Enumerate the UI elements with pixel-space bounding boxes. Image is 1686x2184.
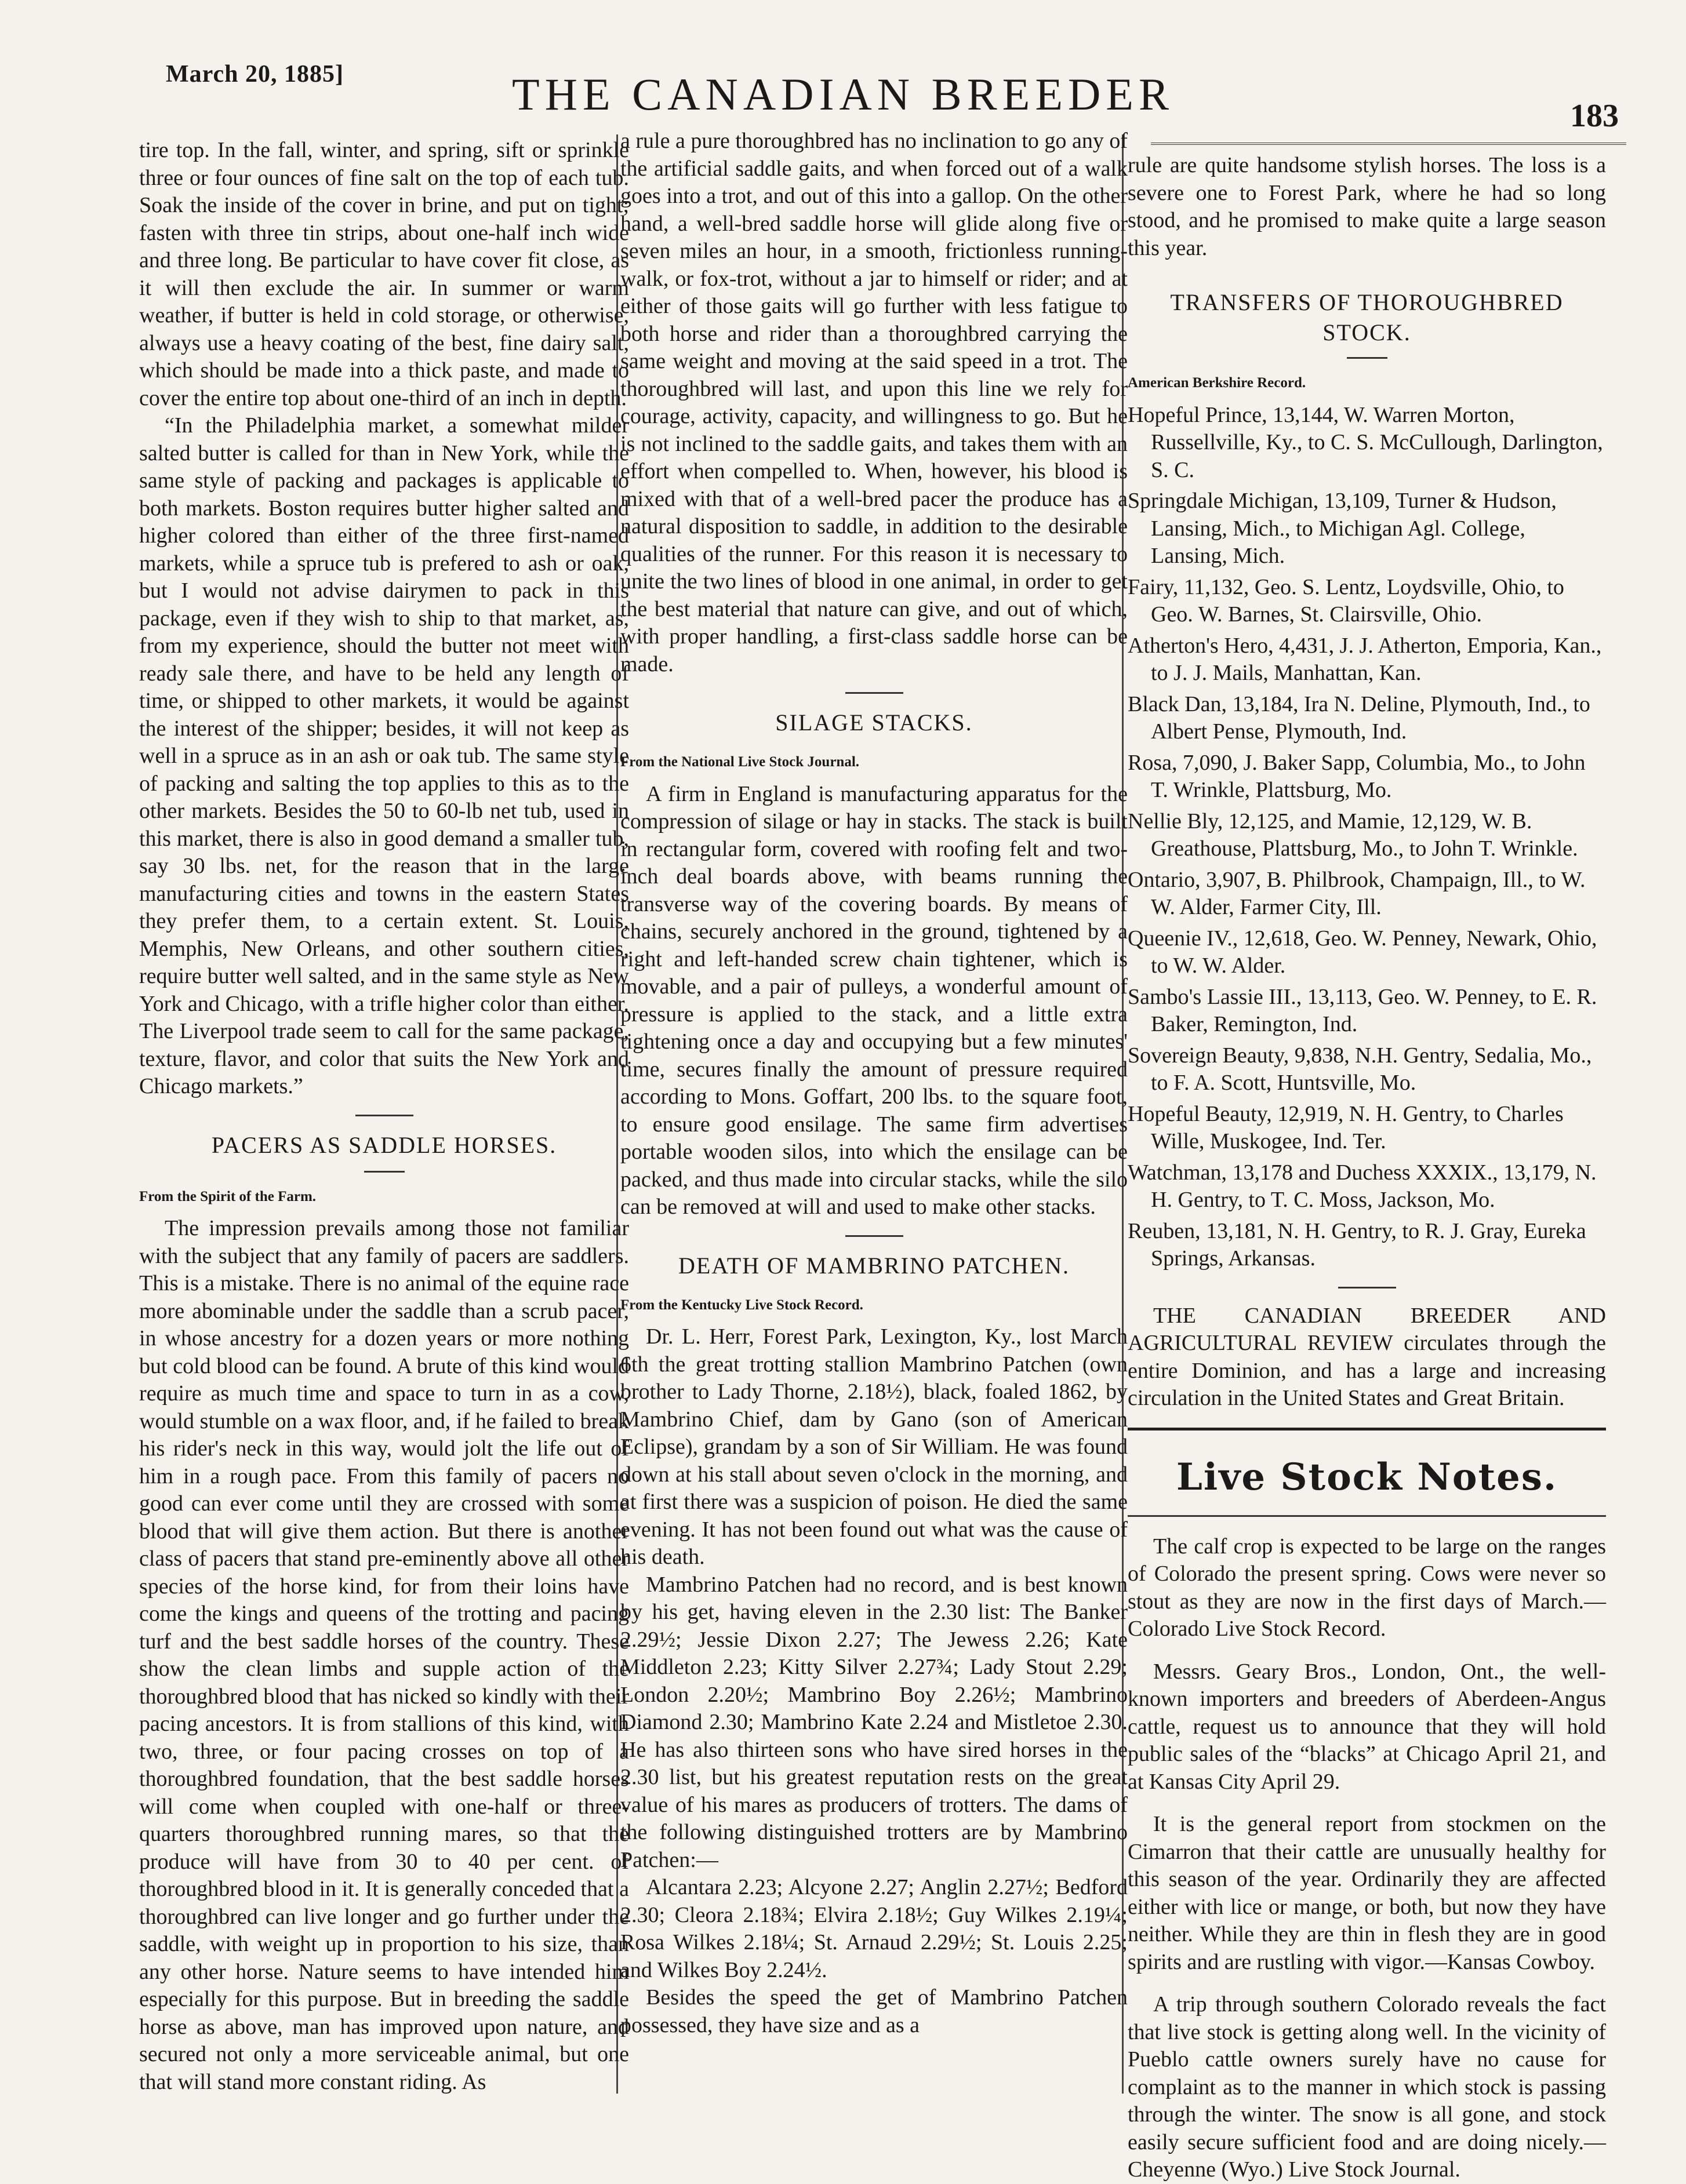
live-stock-notes-heading: Live Stock Notes. — [1176, 1455, 1558, 1499]
article-heading-silage: SILAGE STACKS. — [775, 709, 973, 736]
column-1 — [139, 137, 629, 2096]
article-paragraph: rule are quite handsome stylish horses. The loss is a severe one to Forest Park, where he had so long stood, and he promised to make quite a large season this year. — [1128, 153, 1606, 260]
section-separator — [845, 1235, 903, 1237]
article-heading-mambrino: DEATH OF MAMBRINO PATCHEN. — [678, 1252, 1070, 1279]
article-heading-pacers: PACERS AS SADDLE HORSES. — [211, 1131, 557, 1158]
note-paragraph: Messrs. Geary Bros., London, Ont., the well-known importers and breeders of Aberdeen-Angus cattle, request us to announce that they will hold public sales of the “blacks” at Chicago April 21, and at Kansas City April 29. — [1128, 1659, 1606, 1794]
note-paragraph: It is the general report from stockmen on the Cimarron that their cattle are unusually healthy for this season of the year. Ordinarily they are affected either with lice or mange, or both, but now they have neither. While they are thin in flesh they are in good spirits and are rustling with vigor.—Kansas Cowboy. — [1128, 1812, 1606, 1974]
section-separator — [1338, 1287, 1396, 1288]
page-number: 183 — [1570, 98, 1619, 134]
article-source: From the National Live Stock Journal. — [620, 754, 860, 770]
list-item: Watchman, 13,178 and Duchess XXXIX., 13,179, N. H. Gentry, to T. C. Moss, Jackson, Mo. — [1128, 1160, 1597, 1212]
list-item: Fairy, 11,132, Geo. S. Lentz, Loydsville, Ohio, to Geo. W. Barnes, St. Clairsville, Ohio. — [1128, 574, 1564, 627]
header-rule — [1151, 143, 1626, 145]
heading-rule — [1128, 1515, 1606, 1517]
section-separator — [355, 1115, 413, 1116]
column-2 — [620, 128, 1128, 2039]
transfers-list — [1128, 402, 1606, 1273]
article-paragraph: A firm in England is manufacturing apparatus for the compression of silage or hay in stacks. The stack is built in rectangular form, covered with roofing felt and two-inch deal boards above, with beams running the transverse way of the covering boards. By means of chains, securely anchored in the ground, tightened by a right and left-handed screw chain tightener, which is movable, and a pair of pulleys, a wonderful amount of pressure is applied to the stack, and a little extra tightening once a day and occupying but a few minutes' time, secures finally the amount of pressure required according to Mons. Goffart, 200 lbs. to the square foot, to ensure good ensilage. The same firm advertises portable wooden silos, into which the ensilage can be packed, and thus made into circular stacks, while the silo can be removed at will and used to make other stacks. — [620, 781, 1128, 1219]
list-item: Hopeful Beauty, 12,919, N. H. Gentry, to Charles Wille, Muskogee, Ind. Ter. — [1128, 1101, 1564, 1153]
list-item: Springdale Michigan, 13,109, Turner & Hudson, Lansing, Mich., to Michigan Agl. College, Lansing, Mich. — [1128, 489, 1557, 568]
note-paragraph: The calf crop is expected to be large on the ranges of Colorado the present spring. Cows were never so stout as they are now in the first days of March.—Colorado Live Stock Record. — [1128, 1534, 1606, 1641]
list-item: Sambo's Lassie III., 13,113, Geo. W. Penney, to E. R. Baker, Remington, Ind. — [1128, 984, 1597, 1036]
article-paragraph: Dr. L. Herr, Forest Park, Lexington, Ky., lost March 6th the great trotting stallion Mambrino Patchen (own brother to Lady Thorne, 2.18½), black, foaled 1862, by Mambrino Chief, dam by Gano (son of American Eclipse), grandam by a son of Sir William. He was found down at his stall about seven o'clock in the morning, and at first there was a suspicion of poison. He died the same evening. It has not been found out what was the cause of his death. — [620, 1324, 1128, 1569]
section-rule — [1128, 1428, 1606, 1430]
heading-rule — [1347, 357, 1387, 359]
section-separator — [845, 692, 903, 694]
article-paragraph: “In the Philadelphia market, a somewhat milder salted butter is called for than in New York, while the same style of packing and packages is applicable to both markets. Boston requires butter higher salted and higher colored than either of the three first-named markets, while a spruce tub is prefered to ash or oak, but I would not advise dairymen to pack in this package, even if they wish to ship to that market, as, from my experience, should the butter not meet with ready sale there, and have to be held any length of time, or shipped to other markets, it would be against the interest of the shipper; besides, it will not keep as well in a spruce as in an ash or oak tub. The same style of packing and salting the top applies to this as to the other markets. Besides the 50 to 60-lb net tub, used in this market, there is also in good demand a smaller tub, say 30 lbs. net, for the reason that in the large manufacturing cities and towns in the eastern States they prefer them, to a certain extent. St. Louis, Memphis, New Orleans, and other southern cities, require butter well salted, and in the same style as New York and Chicago, with a trifle higher color than either. The Liverpool trade seem to call for the same package, texture, flavor, and color that suits the New York and Chicago markets.” — [139, 413, 629, 1098]
article-paragraph: Alcantara 2.23; Alcyone 2.27; Anglin 2.27½; Bedford 2.30; Cleora 2.18¾; Elvira 2.18½; Guy Wilkes 2.19¼; Rosa Wilkes 2.18¼; St. Arnaud 2.29½; St. Louis 2.25; and Wilkes Boy 2.24½. — [620, 1875, 1128, 1982]
note-paragraph: A trip through southern Colorado reveals the fact that live stock is getting along well. In the vicinity of Pueblo cattle owners surely have no cause for complaint as to the manner in which stock is passing through the winter. The snow is all gone, and stock easily secure sufficient food and are doing nicely.—Cheyenne (Wyo.) Live Stock Journal. — [1128, 1992, 1606, 2182]
article-source: American Berkshire Record. — [1128, 375, 1306, 391]
article-paragraph: tire top. In the fall, winter, and spring, sift or sprinkle three or four ounces of fine salt on the top of each tub. Soak the inside of the cover in brine, and put on tight; fasten with three tin strips, about one-half inch wide and three long. Be particular to have cover fit close, as it will then exclude the air. In summer or warm weather, if butter is held in cold storage, or otherwise, always use a heavy coating of the best, fine dairy salt, which should be made into a thick paste, and made to cover the entire top about one-third of an inch in depth. — [139, 138, 629, 410]
article-source: From the Spirit of the Farm. — [139, 1188, 317, 1204]
article-heading-transfers: TRANSFERS OF THOROUGHBRED STOCK. — [1170, 289, 1564, 345]
column-3 — [1128, 152, 1606, 2184]
breeder-notice: THE CANADIAN BREEDER AND AGRICULTURAL REVIEW circulates through the entire Dominion, and has a large and increasing circulation in the United States and Great Britain. — [1128, 1303, 1606, 1410]
list-item: Black Dan, 13,184, Ira N. Deline, Plymouth, Ind., to Albert Pense, Plymouth, Ind. — [1128, 691, 1590, 744]
article-paragraph: The impression prevails among those not familiar with the subject that any family of pacers are saddlers. This is a mistake. There is no animal of the equine race more abominable under the saddle than a scrub pacer, in whose ancestry for a dozen years or more nothing but cold blood can be found. A brute of this kind would require as much time and space to turn in as a cow, would stumble on a wax floor, and, if he failed to break his rider's neck in this way, would jolt the life out of him in a rough pace. From this family of pacers no good can ever come until they are crossed with some blood that will give them action. But there is another class of pacers that stand pre-eminently above all other species of the horse kind, for from their loins have come the kings and queens of the trotting and pacing turf and the best saddle horses of the country. These show the clean limbs and supple action of the thoroughbred blood that has nicked so kindly with their pacing ancestors. It is from stallions of this kind, with two, three, or four pacing crosses on top of a thoroughbred foundation, that the best saddle horses will come when coupled with one-half or three-quarters thoroughbred running mares, so that the produce will have from 30 to 40 per cent. of thoroughbred blood in it. It is generally conceded that a thoroughbred can live longer and go further under the saddle, with weight up in proportion to his size, than any other horse. Nature seems to have intended him especially for this purpose. But in breeding the saddle horse as above, man has improved upon nature, and secured not only a more serviceable animal, but one that will stand more constant riding. As — [139, 1216, 629, 2094]
issue-date: March 20, 1885] — [166, 61, 344, 88]
list-item: Queenie IV., 12,618, Geo. W. Penney, Newark, Ohio, to W. W. Alder. — [1128, 926, 1597, 978]
article-paragraph: Mambrino Patchen had no record, and is best known by his get, having eleven in the 2.30 list: The Banker 2.29½; Jessie Dixon 2.27; The Jewess 2.26; Kate Middleton 2.23; Kitty Silver 2.27¾; Lady Stout 2.29; London 2.20½; Mambrino Boy 2.26½; Mambrino Diamond 2.30; Mambrino Kate 2.24 and Mistletoe 2.30. He has also thirteen sons who have sired horses in the 2.30 list, but his greatest reputation rests on the great value of his mares as producers of trotters. The dams of the following distinguished trotters are by Mambrino Patchen:— — [620, 1572, 1128, 1872]
list-item: Ontario, 3,907, B. Philbrook, Champaign, Ill., to W. W. Alder, Farmer City, Ill. — [1128, 867, 1586, 919]
list-item: Nellie Bly, 12,125, and Mamie, 12,129, W. B. Greathouse, Plattsburg, Mo., to John T. Wrinkle. — [1128, 809, 1578, 861]
article-paragraph: Besides the speed the get of Mambrino Patchen possessed, they have size and as a — [620, 1985, 1128, 2037]
article-paragraph: a rule a pure thoroughbred has no inclination to go any of the artificial saddle gaits, and when forced out of a walk goes into a trot, and out of this into a gallop. On the other hand, a well-bred saddle horse will glide along five or seven miles an hour, in a smooth, frictionless running-walk, or fox-trot, without a jar to himself or rider; and at either of those gaits will go further with less fatigue to both horse and rider than a thoroughbred carrying the same weight and moving at the said speed in a trot. The thoroughbred will last, and upon this line we rely for courage, activity, capacity, and willingness to go. But he is not inclined to the saddle gaits, and takes them with an effort when compelled to. When, however, his blood is mixed with that of a well-bred pacer the produce has a natural disposition to saddle, in addition to the desirable qualities of the runner. For this reason it is necessary to unite the two lines of blood in one animal, in order to get the best material that nature can give, and out of which, with proper handling, a first-class saddle horse can be made. — [620, 129, 1128, 676]
list-item: Atherton's Hero, 4,431, J. J. Atherton, Emporia, Kan., to J. J. Mails, Manhattan, Kan. — [1128, 633, 1602, 685]
list-item: Reuben, 13,181, N. H. Gentry, to R. J. Gray, Eureka Springs, Arkansas. — [1128, 1218, 1586, 1271]
list-item: Sovereign Beauty, 9,838, N.H. Gentry, Sedalia, Mo., to F. A. Scott, Huntsville, Mo. — [1128, 1043, 1592, 1095]
newspaper-title: THE CANADIAN BREEDER — [512, 69, 1174, 119]
masthead — [0, 0, 1686, 145]
heading-rule — [364, 1171, 405, 1173]
list-item: Hopeful Prince, 13,144, W. Warren Morton, Russellville, Ky., to C. S. McCullough, Darlington, S. C. — [1128, 402, 1603, 482]
list-item: Rosa, 7,090, J. Baker Sapp, Columbia, Mo., to John T. Wrinkle, Plattsburg, Mo. — [1128, 750, 1586, 802]
article-source: From the Kentucky Live Stock Record. — [620, 1297, 863, 1313]
